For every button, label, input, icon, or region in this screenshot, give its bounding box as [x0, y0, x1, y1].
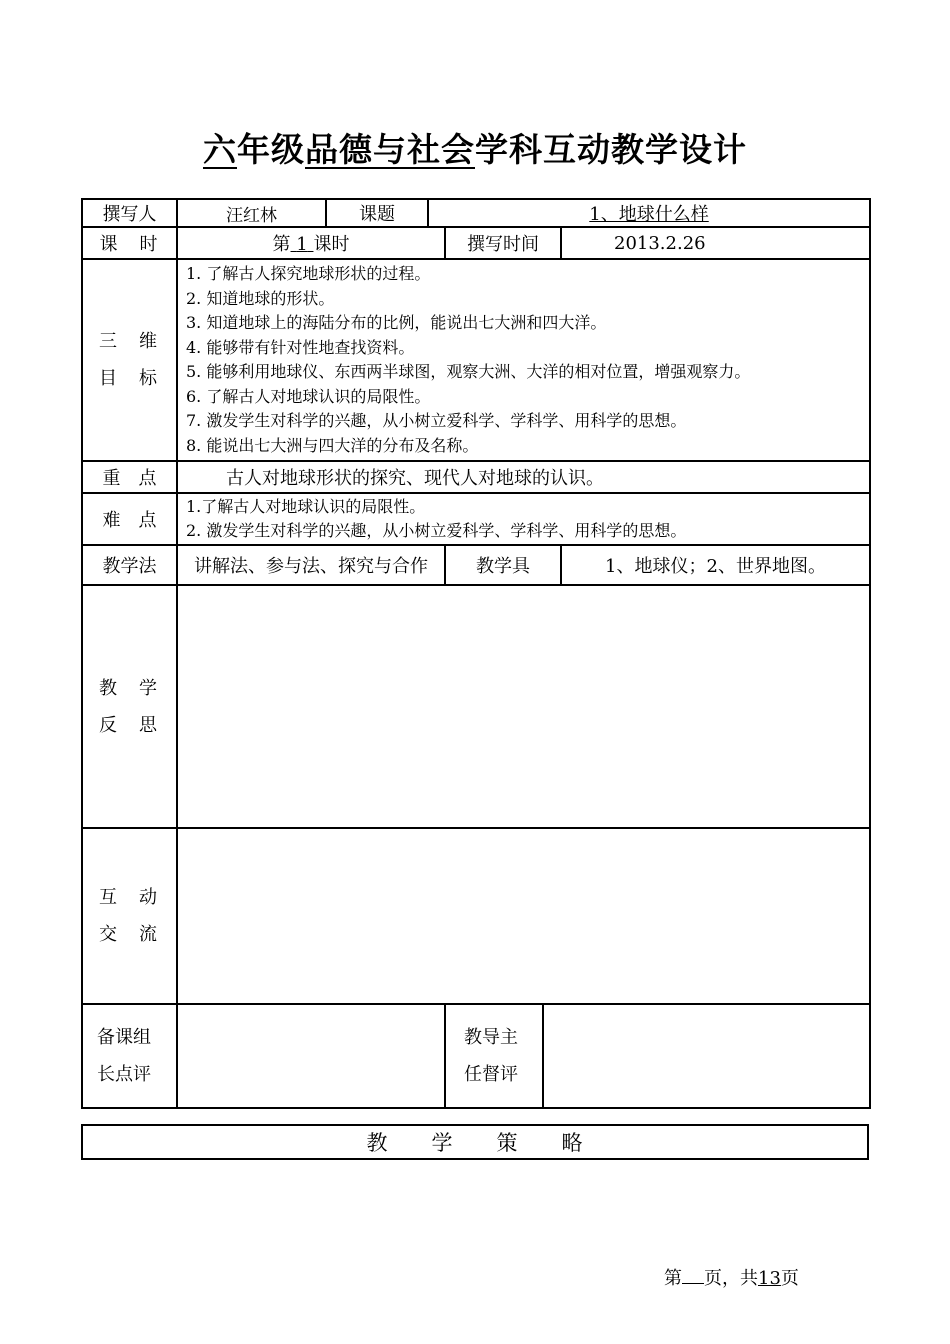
leader-label-line2: 长点评 [97, 1064, 151, 1085]
strategy-label: 教学策略 [366, 1131, 627, 1155]
strategy-table [81, 1124, 869, 1160]
goal-item: 7. 激发学生对科学的兴趣，从小树立爱科学、学科学、用科学的思想。 [186, 411, 687, 430]
methods-label: 教学法 [82, 545, 177, 585]
topic-value [428, 199, 870, 227]
reflection-area[interactable] [177, 585, 870, 828]
group-leader-review-label [82, 1004, 177, 1108]
title-subject: 品德与社会 [305, 130, 475, 169]
lesson-plan-table [81, 198, 871, 1109]
total-pages: 13 [758, 1268, 781, 1289]
footer-pre: 第 [664, 1268, 682, 1289]
goals-label [82, 259, 177, 461]
leader-label-line1: 备课组 [97, 1027, 151, 1048]
goals-label-line2: 目 标 [99, 368, 159, 389]
interaction-label-line2: 交 流 [99, 924, 159, 945]
group-leader-review-area[interactable] [177, 1004, 445, 1108]
tools-text: 1、地球仪；2、世界地图。 [561, 545, 870, 585]
title-rest: 学科互动教学设计 [475, 130, 747, 169]
page-footer [664, 1264, 799, 1290]
difficulty-label: 难 点 [82, 493, 177, 545]
director-label-line1: 教导主 [464, 1027, 518, 1048]
difficulty-item: 2. 激发学生对科学的兴趣，从小树立爱科学、学科学、用科学的思想。 [186, 521, 687, 540]
title-grade-suffix: 年级 [237, 130, 305, 169]
director-review-area[interactable] [543, 1004, 870, 1108]
goal-item: 4. 能够带有针对性地查找资料。 [186, 337, 415, 357]
footer-mid: 页，共 [704, 1268, 758, 1289]
interaction-label-line1: 互 动 [99, 887, 159, 908]
goal-item: 1. 了解古人探究地球形状的过程。 [186, 264, 431, 283]
goal-item: 5. 能够利用地球仪、东西两半球图，观察大洲、大洋的相对位置，增强观察力。 [186, 362, 751, 381]
interaction-area[interactable] [177, 828, 870, 1004]
goal-item: 6. 了解古人对地球认识的局限性。 [186, 386, 431, 406]
methods-text: 讲解法、参与法、探究与合作 [177, 545, 445, 585]
write-time-label: 撰写时间 [445, 227, 561, 259]
author-label: 撰写人 [82, 199, 177, 227]
topic-text: 1、地球什么样 [589, 204, 709, 225]
period-label: 课 时 [82, 227, 177, 259]
period-pre: 第 [272, 234, 291, 255]
period-value [177, 227, 445, 259]
difficulty-item: 1.了解古人对地球认识的局限性。 [186, 497, 426, 516]
current-page-blank [682, 1267, 704, 1284]
reflection-label-line2: 反 思 [99, 714, 159, 736]
goal-item: 2. 知道地球的形状。 [186, 288, 335, 308]
goal-item: 3. 知道地球上的海陆分布的比例，能说出七大洲和四大洋。 [186, 313, 607, 332]
interaction-label [82, 828, 177, 1004]
goal-item: 8. 能说出七大洲与四大洋的分布及名称。 [186, 435, 479, 455]
author-value: 汪红林 [177, 199, 326, 227]
period-post: 课时 [313, 234, 350, 255]
key-point-text: 古人对地球形状的探究、现代人对地球的认识。 [177, 461, 870, 493]
director-label-line2: 任督评 [464, 1064, 518, 1085]
reflection-label-line1: 教 学 [99, 677, 159, 699]
topic-label: 课题 [326, 199, 428, 227]
difficulty-content [177, 493, 870, 545]
reflection-label [82, 585, 177, 828]
title-grade: 六 [203, 130, 237, 169]
goals-content [177, 259, 870, 461]
key-point-label: 重 点 [82, 461, 177, 493]
page-title [0, 124, 950, 171]
period-number: 1 [296, 234, 308, 255]
tools-label: 教学具 [445, 545, 561, 585]
director-review-label [445, 1004, 543, 1108]
write-time-value: 2013.2.26 [561, 227, 870, 259]
goals-label-line1: 三 维 [99, 331, 159, 352]
footer-post: 页 [780, 1268, 799, 1289]
